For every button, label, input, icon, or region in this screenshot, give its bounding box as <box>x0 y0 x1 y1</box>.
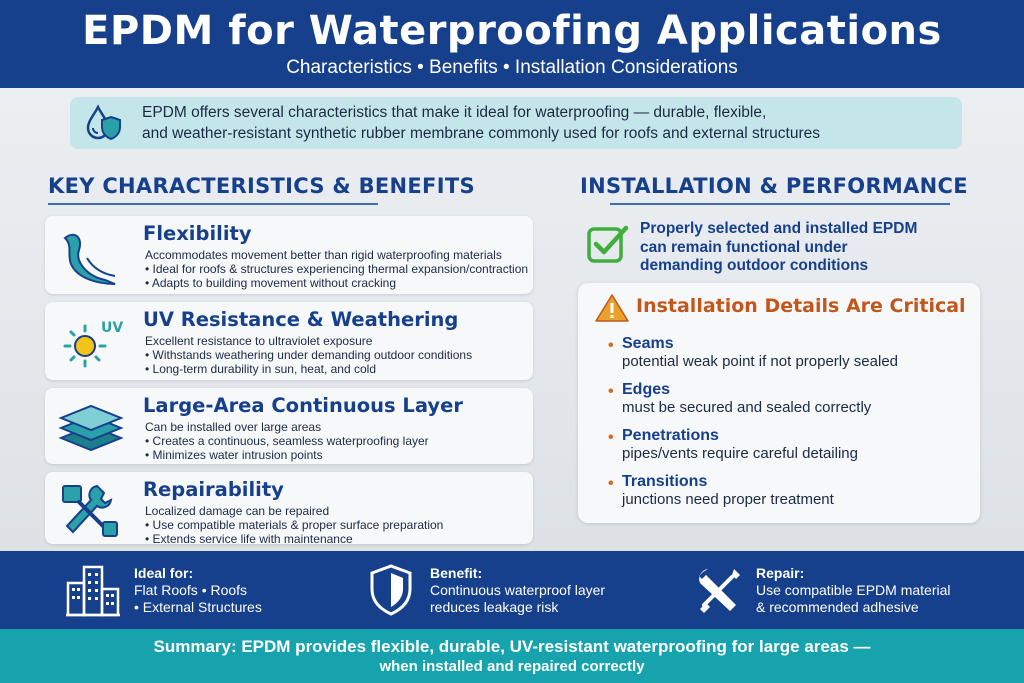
card-bullet: • Withstands weathering under demanding outdoor conditions <box>145 348 473 362</box>
page-title: EPDM for Waterproofing Applications <box>82 8 942 54</box>
performance-text <box>640 220 960 276</box>
sun-uv-icon <box>57 310 127 374</box>
card-title: Large-Area Continuous Layer <box>143 394 463 417</box>
buildings-icon <box>64 563 122 617</box>
installation-panel <box>578 283 980 523</box>
card-large-area <box>45 388 533 464</box>
page-subtitle: Characteristics • Benefits • Installation Considerations <box>286 57 738 78</box>
item-name: Edges <box>622 381 671 398</box>
performance-line: demanding outdoor conditions <box>640 257 869 274</box>
bullet-dot: • <box>608 475 614 492</box>
band-line: Flat Roofs • Roofs <box>134 582 248 598</box>
layers-icon <box>57 396 127 460</box>
band-label: Benefit: <box>430 565 483 581</box>
card-uv-resistance <box>45 302 533 380</box>
item-name: Penetrations <box>622 427 719 444</box>
item-name: Transitions <box>622 473 708 490</box>
card-bullet: • Creates a continuous, seamless waterproofing layer <box>145 434 429 448</box>
water-drop-shield-icon <box>84 103 124 143</box>
right-section-title: INSTALLATION & PERFORMANCE <box>580 174 968 198</box>
bullet-dot: • <box>608 383 614 400</box>
summary-line-2: when installed and repaired correctly <box>379 658 645 675</box>
card-bullet: • Minimizes water intrusion points <box>145 448 323 462</box>
flexible-membrane-icon <box>57 224 127 288</box>
bullet-dot: • <box>608 337 614 354</box>
item-desc: potential weak point if not properly sealed <box>622 353 899 370</box>
item-desc: junctions need proper treatment <box>622 491 834 508</box>
band-text <box>756 582 951 616</box>
intro-box <box>70 97 962 149</box>
card-description: Localized damage can be repaired <box>145 504 330 518</box>
card-bullet: • Use compatible materials & proper surface preparation <box>145 518 444 532</box>
band-label: Ideal for: <box>134 565 194 581</box>
band-line: • External Structures <box>134 599 262 615</box>
bullet-dot: • <box>608 429 614 446</box>
info-band <box>0 551 1024 629</box>
performance-line: Properly selected and installed EPDM <box>640 220 918 237</box>
band-text <box>134 582 262 616</box>
left-section-rule <box>48 203 378 205</box>
card-description: Accommodates movement better than rigid waterproofing materials <box>145 248 502 262</box>
band-line: Use compatible EPDM material <box>756 582 951 598</box>
left-section-title: KEY CHARACTERISTICS & BENEFITS <box>48 174 475 198</box>
summary-bar <box>0 629 1024 683</box>
card-bullet: • Ideal for roofs & structures experiencing thermal expansion/contraction <box>145 262 529 276</box>
header-banner <box>0 0 1024 88</box>
wrench-screwdriver-icon <box>694 565 744 615</box>
installation-title: Installation Details Are Critical <box>636 295 966 317</box>
card-title: Repairability <box>143 478 284 501</box>
performance-note <box>582 214 962 274</box>
performance-line: can remain functional under <box>640 238 848 256</box>
band-line: & recommended adhesive <box>756 599 919 615</box>
shield-icon <box>368 563 414 617</box>
check-icon <box>586 224 630 264</box>
uv-icon-label: UV <box>101 320 124 336</box>
item-desc: pipes/vents require careful detailing <box>622 445 858 462</box>
warning-icon <box>594 293 630 323</box>
card-description: Excellent resistance to ultraviolet exposure <box>145 334 373 348</box>
band-label: Repair: <box>756 565 805 581</box>
band-text <box>430 582 605 616</box>
band-line: Continuous waterproof layer <box>430 582 606 598</box>
card-repairability <box>45 472 533 544</box>
intro-text <box>142 102 952 144</box>
item-name: Seams <box>622 335 674 352</box>
card-bullet: • Long-term durability in sun, heat, and cold <box>145 362 376 376</box>
card-bullet: • Adapts to building movement without cracking <box>145 276 397 290</box>
card-flexibility <box>45 216 533 294</box>
intro-line-2: and weather-resistant synthetic rubber membrane commonly used for roofs and external structures <box>142 125 821 142</box>
card-title: UV Resistance & Weathering <box>143 308 459 331</box>
card-title: Flexibility <box>143 222 252 245</box>
card-description: Can be installed over large areas <box>145 420 322 434</box>
intro-line-1: EPDM offers several characteristics that make it ideal for waterproofing — durable, flexible, <box>142 104 767 121</box>
band-line: reduces leakage risk <box>430 599 559 615</box>
right-section-rule <box>610 203 950 205</box>
item-desc: must be secured and sealed correctly <box>622 399 872 416</box>
card-bullet: • Extends service life with maintenance <box>145 532 353 546</box>
summary-line-1: Summary: EPDM provides flexible, durable, UV-resistant waterproofing for large areas — <box>153 637 871 656</box>
repair-tools-icon <box>57 480 127 544</box>
